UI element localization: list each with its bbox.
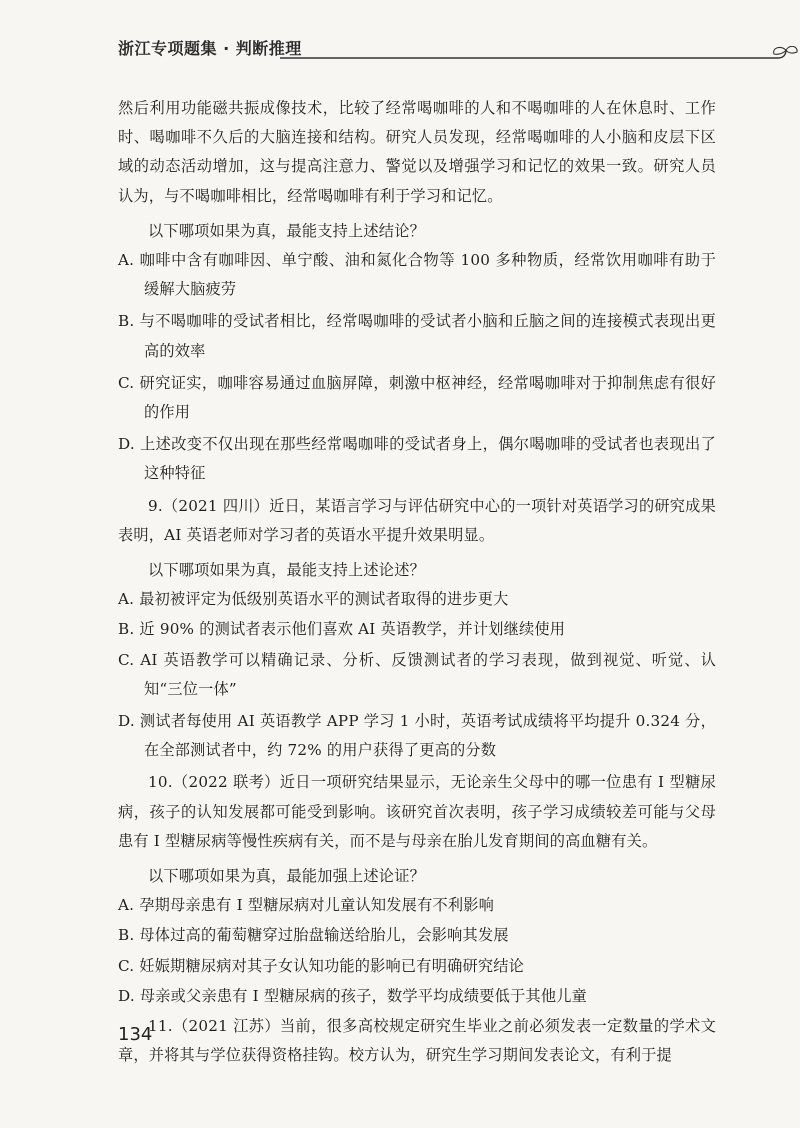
question-8	[118, 217, 716, 489]
option-d: D. 测试者每使用 AI 英语教学 APP 学习 1 小时，英语考试成绩将平均提升 0.324 分，在全部测试者中，约 72% 的用户获得了更高的分数	[118, 712, 716, 760]
option-d: D. 上述改变不仅出现在那些经常喝咖啡的受试者身上，偶尔喝咖啡的受试者也表现出了这种特征	[118, 435, 716, 483]
option-c: C. 妊娠期糖尿病对其子女认知功能的影响已有明确研究结论	[118, 956, 525, 975]
question-11	[118, 1012, 716, 1070]
option-b: B. 与不喝咖啡的受试者相比，经常喝咖啡的受试者小脑和丘脑之间的连接模式表现出更高的效率	[118, 312, 716, 360]
option-d: D. 母亲或父亲患有 Ⅰ 型糖尿病的孩子，数学平均成绩要低于其他儿童	[118, 986, 587, 1005]
question-stem: 9.（2021 四川）近日，某语言学习与评估研究中心的一项针对英语学习的研究成果表明，AI 英语老师对学习者的英语水平提升效果明显。	[118, 496, 716, 544]
option-b: B. 近 90% 的测试者表示他们喜欢 AI 英语教学，并计划继续使用	[118, 620, 566, 639]
option-a: A. 孕期母亲患有 Ⅰ 型糖尿病对儿童认知发展有不利影响	[118, 896, 495, 915]
option-b: B. 母体过高的葡萄糖穿过胎盘输送给胎儿，会影响其发展	[118, 926, 509, 945]
sprout-rule-icon	[280, 46, 800, 66]
question-10	[118, 768, 716, 1011]
page-content	[118, 94, 716, 1071]
option-c: C. 研究证实，咖啡容易通过血脑屏障，刺激中枢神经，经常喝咖啡对于抑制焦虑有很好的作用	[118, 373, 716, 422]
question-prompt: 以下哪项如果为真，最能加强上述论证？	[148, 867, 425, 886]
question-prompt: 以下哪项如果为真，最能支持上述结论？	[148, 221, 425, 240]
header-title: 浙江专项题集 · 判断推理	[118, 39, 302, 58]
question-stem: 11.（2021 江苏）当前，很多高校规定研究生毕业之前必须发表一定数量的学术文章，并将其与学位获得资格挂钩。校方认为，研究生学习期间发表论文，有利于提	[118, 1017, 716, 1065]
option-c: C. AI 英语教学可以精确记录、分析、反馈测试者的学习表现，做到视觉、听觉、认知“三位一体”	[118, 650, 716, 698]
option-a: A. 咖啡中含有咖啡因、单宁酸、油和氮化合物等 100 多种物质，经常饮用咖啡有助于缓解大脑疲劳	[118, 251, 716, 299]
continuation-paragraph: 然后利用功能磁共振成像技术，比较了经常喝咖啡的人和不喝咖啡的人在休息时、工作时、喝咖啡不久后的大脑连接和结构。研究人员发现，经常喝咖啡的人小脑和皮层下区域的动态活动增加，这与提高注意力、警觉以及增强学习和记忆的效果一致。研究人员认为，与不喝咖啡相比，经常喝咖啡有利于学习和记忆。	[118, 99, 716, 205]
page-number: 134	[118, 1024, 153, 1045]
question-9	[118, 492, 716, 766]
question-prompt: 以下哪项如果为真，最能支持上述论述？	[148, 561, 425, 580]
running-header	[118, 30, 724, 64]
option-a: A. 最初被评定为低级别英语水平的测试者取得的进步更大	[118, 590, 509, 609]
question-stem: 10.（2022 联考）近日一项研究结果显示，无论亲生父母中的哪一位患有 Ⅰ 型糖尿病，孩子的认知发展都可能受到影响。该研究首次表明，孩子学习成绩较差可能与父母患有 Ⅰ 型糖尿病等慢性疾病有关，而不是与母亲在胎儿发育期间的高血糖有关。	[118, 773, 716, 850]
